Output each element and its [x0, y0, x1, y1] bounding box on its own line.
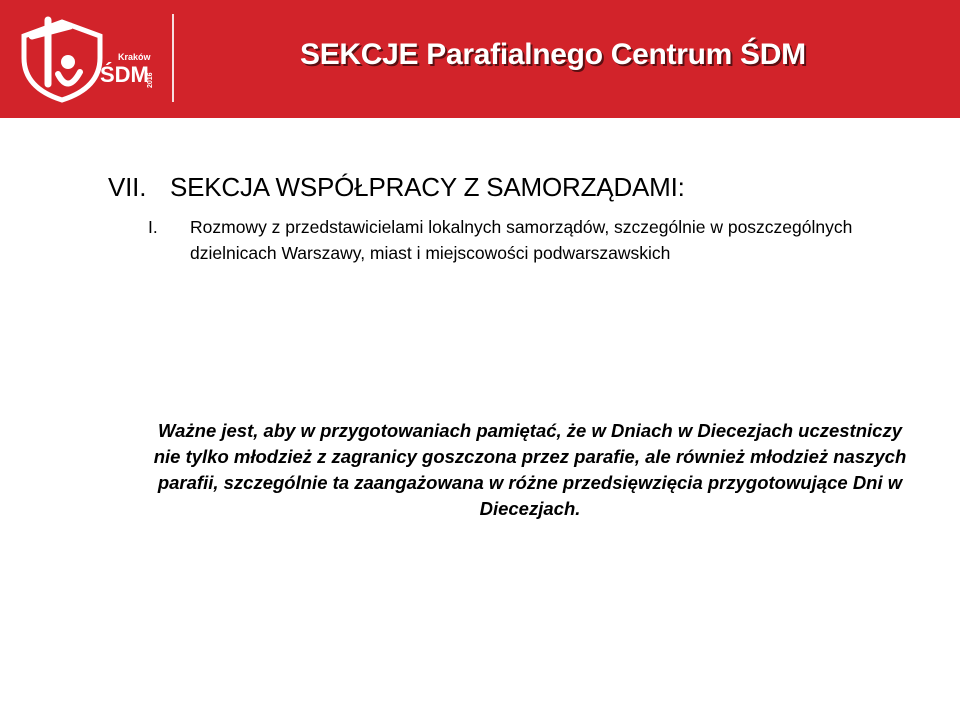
- important-note: Ważne jest, aby w przygotowaniach pamiętać, że w Dniach w Diecezjach uczestniczy nie tylko młodzież z zagranicy goszczona przez parafie, ale również młodzież naszych parafii, szczególnie ta zaangażowana w różne przedsięwzięcia przygotowujące Dni w Diecezjach.: [153, 420, 907, 519]
- wyd-cross-logo-icon: [18, 14, 168, 104]
- section-title: SEKCJA WSPÓŁPRACY Z SAMORZĄDAMI:: [170, 172, 685, 202]
- list-item-text: Rozmowy z przedstawicielami lokalnych samorządów, szczególnie w poszczególnych dzielnicach Warszawy, miast i miejscowości podwarszawskich: [190, 217, 853, 263]
- logo-divider: [172, 14, 174, 102]
- section-heading: [108, 172, 685, 203]
- section-number: VII.: [108, 172, 147, 202]
- page-title: SEKCJE Parafialnego Centrum ŚDM: [300, 38, 806, 71]
- logo-city: Kraków: [118, 52, 151, 62]
- logo-brand: ŚDM: [100, 62, 149, 87]
- header-banner: [0, 0, 960, 118]
- list-item-number: I.: [148, 217, 158, 237]
- logo-year: 2016: [147, 72, 154, 88]
